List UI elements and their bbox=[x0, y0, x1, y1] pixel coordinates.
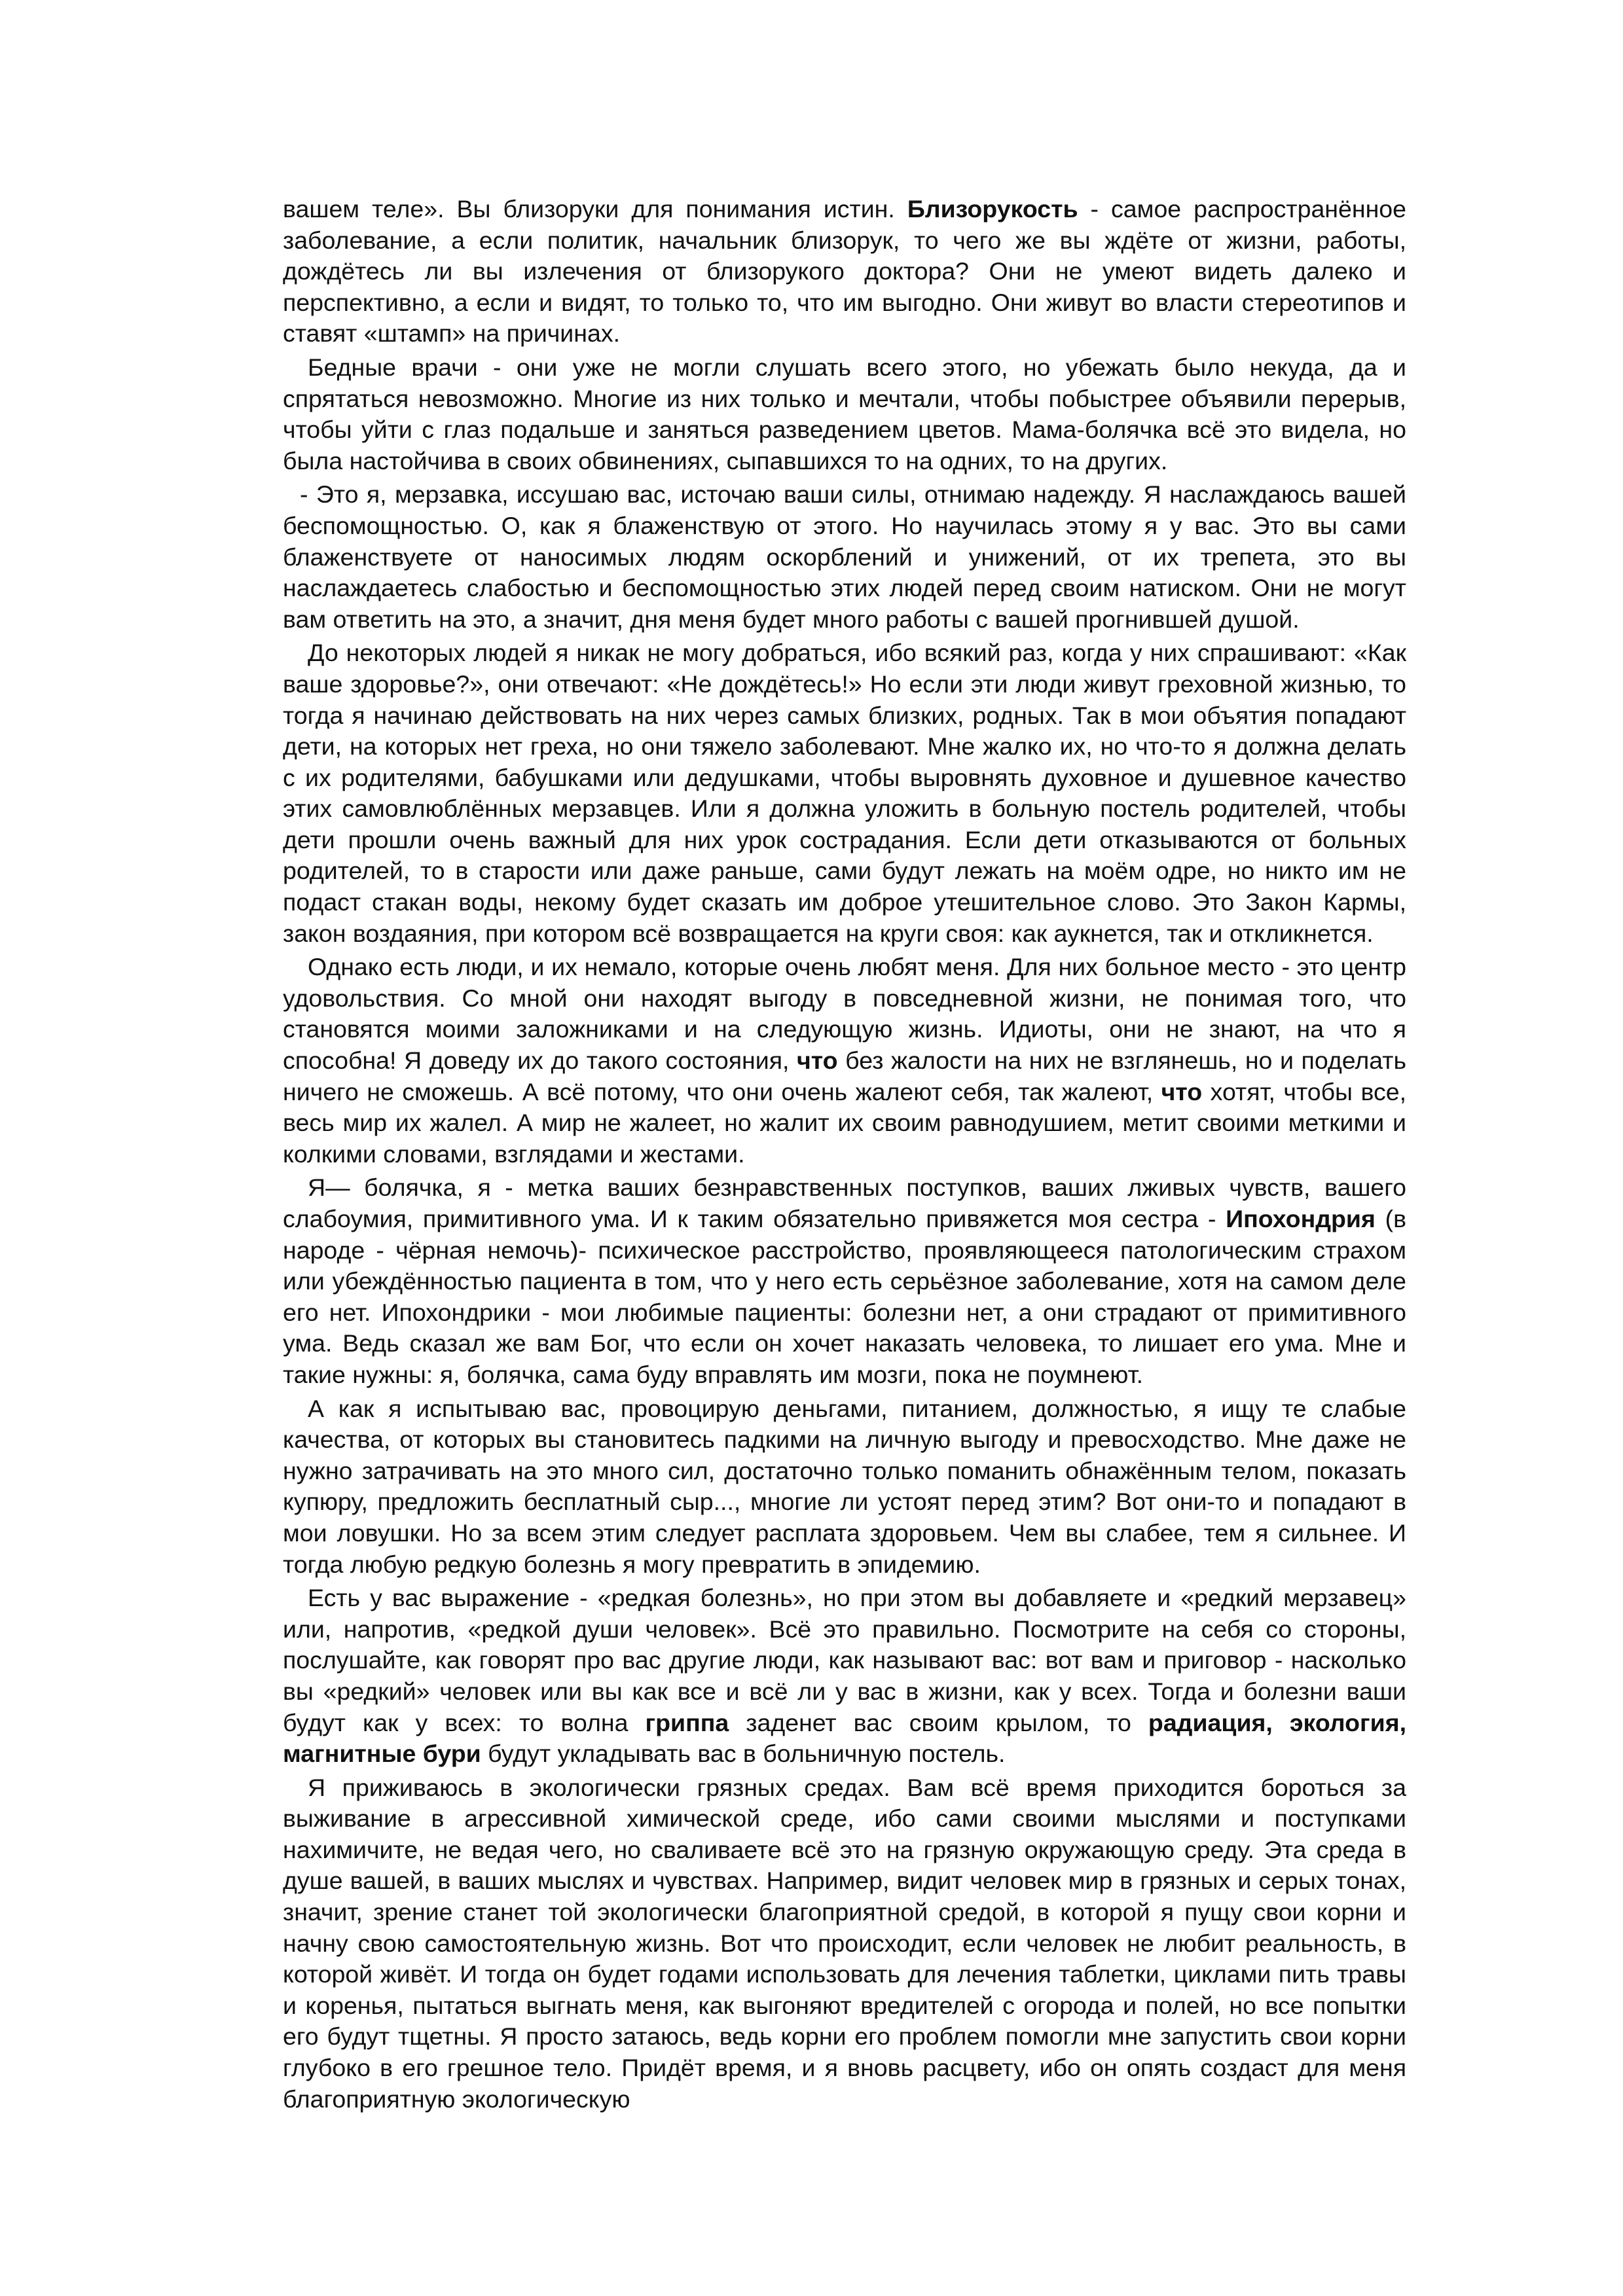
text-run: - Это я, мерзавка, иссушаю вас, источаю ваши силы, отнимаю надежду. Я наслаждаюсь вашей беспомощностью. О, как я блаженствую от этого. Но научилась этому я у вас. Это вы сами блаженствуете от наносимых людям оскорблений и унижений, от их трепета, это вы наслаждаетесь слабостью и беспомощностью этих людей перед своим натиском. Они не могут вам ответить на это, а значит, дня меня будет много работы с вашей прогнившей душой. bbox=[283, 480, 1406, 633]
paragraph-4 bbox=[283, 637, 1406, 949]
text-run: (в народе - чёрная немочь)- психическое расстройство, проявляющееся патологическим страхом или убеждённостью пациента в том, что у него есть серьёзное заболевание, хотя на самом деле его нет. Ипохондрики - мои любимые пациенты: болезни нет, а они страдают от примитивного ума. Ведь сказал же вам Бог, что если он хочет наказать человека, то лишает его ума. Мне и такие нужны: я, болячка, сама буду вправлять им мозги, пока не поумнеют. bbox=[283, 1205, 1406, 1388]
text-run: До некоторых людей я никак не могу добраться, ибо всякий раз, когда у них спрашивают: «Как ваше здоровье?», они отвечают: «Не дождётесь!» Но если эти люди живут греховной жизнью, то тогда я начинаю действовать на них через самых близких, родных. Так в мои объятия попадают дети, на которых нет греха, но они тяжело заболевают. Мне жалко их, но что-то я должна делать с их родителями, бабушками или дедушками, чтобы выровнять духовное и душевное качество этих самовлюблённых мерзавцев. Или я должна уложить в больную постель родителей, чтобы дети прошли очень важный для них урок сострадания. Если дети отказываются от больных родителей, то в старости или даже раньше, сами будут лежать на моём одре, но никто им не подаст стакан воды, некому будет сказать им доброе утешительное слово. Это Закон Кармы, закон воздаяния, при котором всё возвращается на круги своя: как аукнется, так и откликнется. bbox=[283, 639, 1406, 947]
bold-term: Близорукость bbox=[907, 195, 1078, 223]
text-run: Я— болячка, я - метка ваших безнравственных поступков, ваших лживых чувств, вашего слабоумия, примитивного ума. И к таким обязательно привяжется моя сестра - bbox=[283, 1174, 1406, 1232]
text-run: Есть у вас выражение - «редкая болезнь», но при этом вы добавляете и «редкий мерзавец» или, напротив, «редкой души человек». Всё это правильно. Посмотрите на себя со стороны, послушайте, как говорят про вас другие люди, как называют вас: вот вам и приговор - насколько вы «редкий» человек или вы как все и всё ли у вас в жизни, как у всех. Тогда и болезни ваши будут как у всех: то волна bbox=[283, 1584, 1406, 1736]
paragraph-3 bbox=[283, 479, 1406, 635]
bold-term: что bbox=[1161, 1077, 1203, 1105]
bold-term: Ипохондрия bbox=[1226, 1205, 1376, 1232]
text-run: без жалости на них не взглянешь, но и поделать ничего не сможешь. А всё потому, что они очень жалеют себя, так жалеют, bbox=[283, 1047, 1406, 1105]
paragraph-9 bbox=[283, 1772, 1406, 2115]
paragraph-6 bbox=[283, 1172, 1406, 1390]
document-page bbox=[283, 194, 1406, 2117]
text-run: Бедные врачи - они уже не могли слушать всего этого, но убежать было некуда, да и спрятаться невозможно. Многие из них только и мечтали, чтобы побыстрее объявили перерыв, чтобы уйти с глаз подальше и заняться разведением цветов. Мама-болячка всё это видела, но была настойчива в своих обвинениях, сыпавшихся то на одних, то на других. bbox=[283, 353, 1406, 475]
bold-term: что bbox=[797, 1047, 838, 1075]
text-run: заденет вас своим крылом, то bbox=[729, 1708, 1148, 1736]
text-run: А как я испытываю вас, провоцирую деньгами, питанием, должностью, я ищу те слабые качества, от которых вы становитесь падкими на личную выгоду и превосходство. Мне даже не нужно затрачивать на это много сил, достаточно только поманить обнажённым телом, показать купюру, предложить бесплатный сыр..., многие ли устоят перед этим? Вот они-то и попадают в мои ловушки. Но за всем этим следует расплата здоровьем. Чем вы слабее, тем я сильнее. И тогда любую редкую болезнь я могу превратить в эпидемию. bbox=[283, 1394, 1406, 1578]
text-run: Я приживаюсь в экологически грязных средах. Вам всё время приходится бороться за выживание в агрессивной химической среде, ибо сами своими мыслями и поступками нахимичите, не ведая чего, но сваливаете всё это на грязную окружающую среду. Эта среда в душе вашей, в ваших мыслях и чувствах. Например, видит человек мир в грязных и серых тонах, значит, зрение станет той экологически благоприятной средой, в которой я пущу свои корни и начну свою самостоятельную жизнь. Вот что происходит, если человек не любит реальность, в которой живёт. И тогда он будет годами использовать для лечения таблетки, циклами пить травы и коренья, пытаться выгнать меня, как выгоняют вредителей с огорода и полей, но все попытки его будут тщетны. Я просто затаюсь, ведь корни его проблем помогли мне запустить свои корни глубоко в его грешное тело. Придёт время, и я вновь расцвету, ибо он опять создаст для меня благоприятную экологическую bbox=[283, 1773, 1406, 2113]
text-run: - самое распространённое заболевание, а если политик, начальник близорук, то чего же вы ждёте от жизни, работы, дождётесь ли вы излечения от близорукого доктора? Они не умеют видеть далеко и перспективно, а если и видят, то только то, что им выгодно. Они живут во власти стереотипов и ставят «штамп» на причинах. bbox=[283, 195, 1406, 348]
text-run: хотят, чтобы все, весь мир их жалел. А мир не жалеет, но жалит их своим равнодушием, метит своими меткими и колкими словами, взглядами и жестами. bbox=[283, 1077, 1406, 1168]
paragraph-2 bbox=[283, 352, 1406, 476]
text-run: вашем теле». Вы близоруки для понимания истин. bbox=[283, 195, 907, 223]
paragraph-1 bbox=[283, 194, 1406, 350]
paragraph-7 bbox=[283, 1393, 1406, 1581]
text-run: Однако есть люди, и их немало, которые очень любят меня. Для них больное место - это центр удовольствия. Со мной они находят выгоду в повседневной жизни, не понимая того, что становятся моими заложниками и на следующую жизнь. Идиоты, они не знают, на что я способна! Я доведу их до такого состояния, bbox=[283, 953, 1406, 1075]
bold-term: радиация, экология, магнитные бури bbox=[283, 1708, 1407, 1768]
paragraph-8 bbox=[283, 1583, 1406, 1770]
paragraph-5 bbox=[283, 952, 1406, 1170]
text-run: будут укладывать вас в больничную постель. bbox=[481, 1740, 1006, 1768]
bold-term: гриппа bbox=[645, 1708, 729, 1736]
